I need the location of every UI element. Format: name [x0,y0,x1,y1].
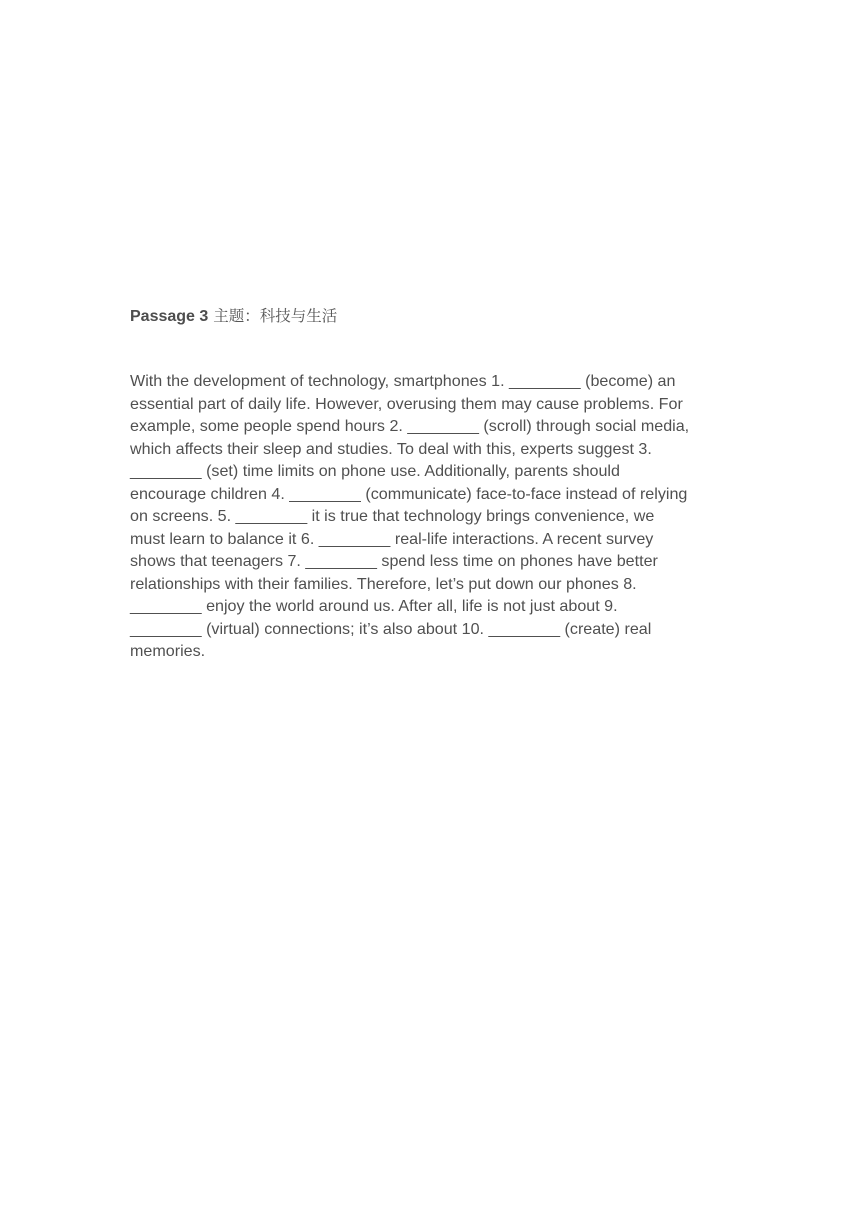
passage-number: Passage 3 [130,308,209,325]
passage-line: which affects their sleep and studies. To deal with this, experts suggest 3. [130,439,652,458]
passage-line: ________ enjoy the world around us. After all, life is not just about 9. [130,597,618,615]
passage-line: ________ (virtual) connections; it’s also about 10. ________ (create) real [130,619,652,638]
passage-line: With the development of technology, smartphones 1. ________ (become) an [130,372,676,390]
passage-line: example, some people spend hours 2. ________ (scroll) through social media, [130,417,690,435]
passage-body [130,370,740,663]
passage-line: ________ (set) time limits on phone use. Additionally, parents should [130,462,620,480]
passage-heading [130,305,337,328]
passage-line: memories. [130,642,206,660]
passage-line: on screens. 5. ________ it is true that technology brings convenience, we [130,507,655,525]
passage-line: encourage children 4. ________ (communicate) face-to-face instead of relying [130,484,688,503]
passage-line: relationships with their families. Therefore, let’s put down our phones 8. [130,574,637,593]
passage-line: must learn to balance it 6. ________ real-life interactions. A recent survey [130,529,654,548]
passage-topic: 主题：科技与生活 [208,307,338,325]
passage-line: shows that teenagers 7. ________ spend less time on phones have better [130,552,658,570]
passage-line: essential part of daily life. However, overusing them may cause problems. For [130,394,683,413]
